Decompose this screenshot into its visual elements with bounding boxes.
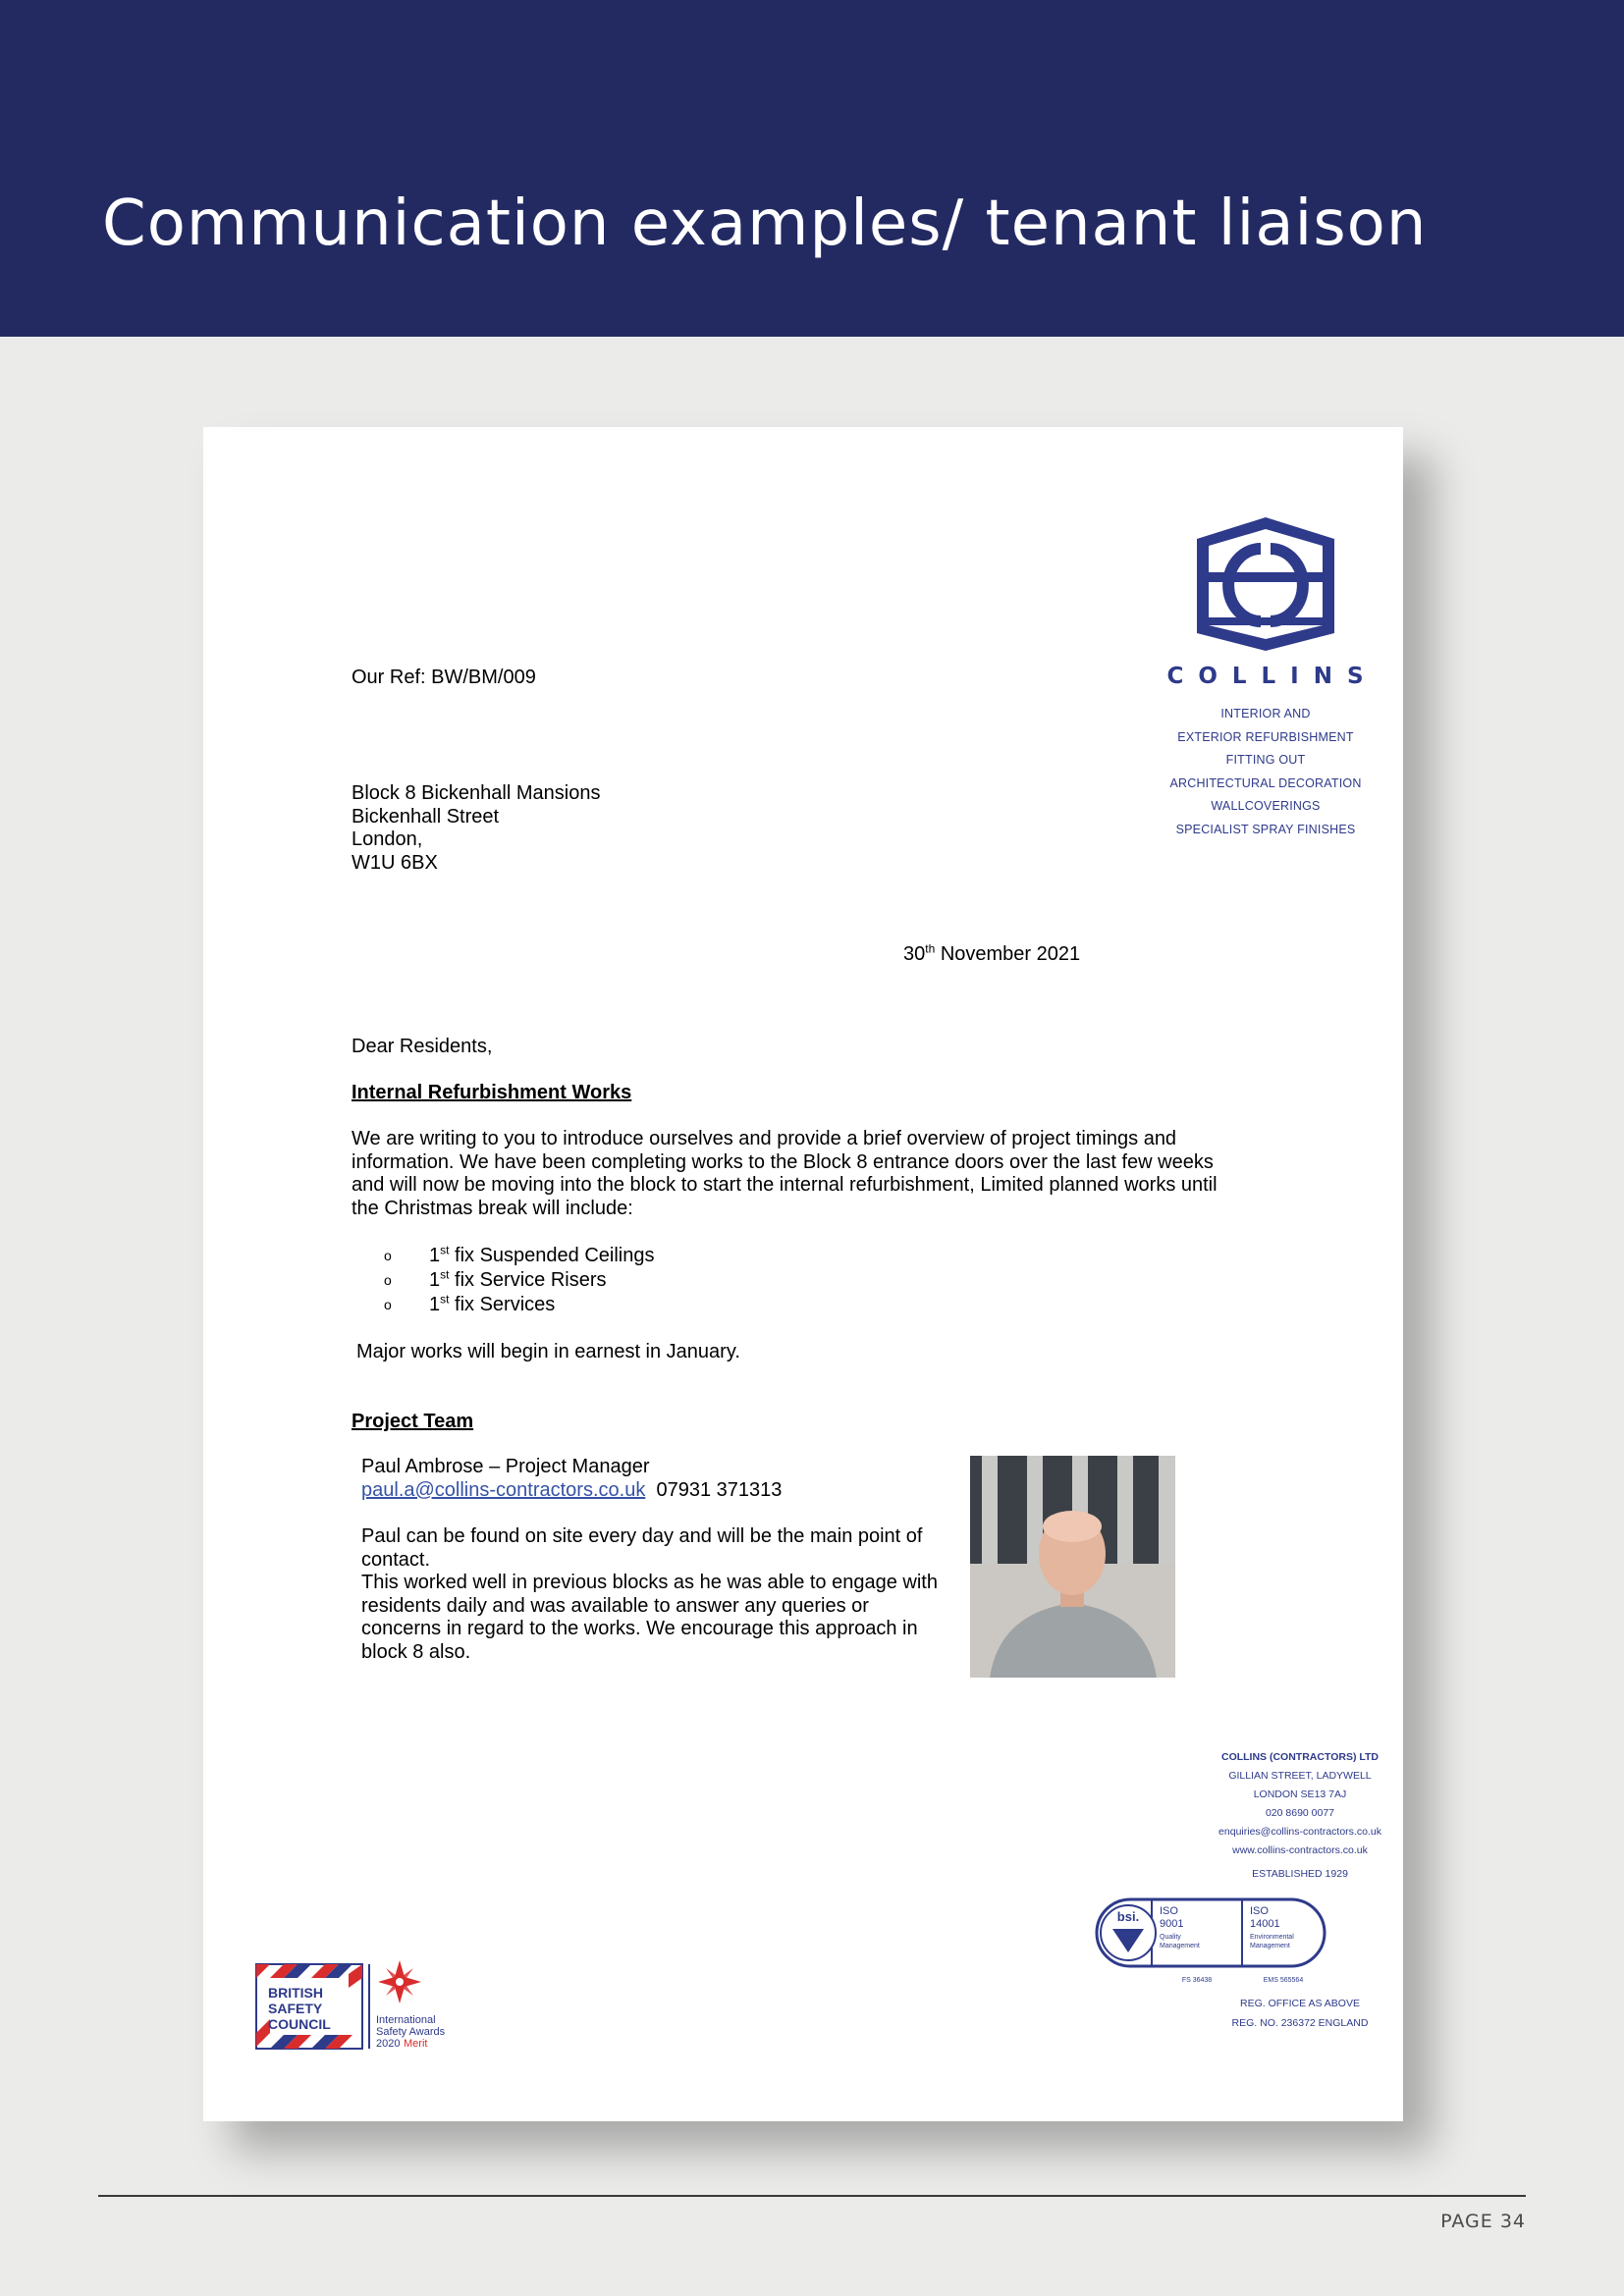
contact-email-link[interactable]: paul.a@collins-contractors.co.uk [361,1479,646,1501]
award-level: Merit [404,2038,428,2050]
list-item [384,1293,654,1317]
reg-number: REG. NO. 236372 ENGLAND [1231,2017,1369,2029]
letter-date [903,943,1080,967]
letter-sheet [203,427,1403,2121]
brand-name: COLLINS [1166,664,1379,689]
contact-name: Paul Ambrose – Project Manager [361,1456,650,1477]
company-line: www.collins-contractors.co.uk [1232,1844,1368,1856]
collins-emblem-icon [1192,515,1339,653]
company-line: enquiries@collins-contractors.co.uk [1218,1826,1381,1838]
bullet-circle-icon: o [384,1272,392,1288]
service-line: WALLCOVERINGS [1211,799,1321,813]
iso2-title: ISO [1250,1905,1269,1917]
company-line: GILLIAN STREET, LADYWELL [1228,1770,1372,1782]
section-heading-team: Project Team [352,1411,474,1432]
item-number: 1 [429,1294,441,1315]
page-number: PAGE 34 [1440,2211,1526,2232]
company-established: ESTABLISHED 1929 [1252,1868,1348,1880]
iso1-number: 9001 [1160,1918,1184,1930]
bullet-circle-icon: o [384,1248,392,1263]
page-title: Communication examples/ tenant liaison [102,187,1428,260]
bsc-line: BRITISH [268,1985,323,2001]
collins-logo [1146,515,1385,841]
date-suffix: th [925,941,936,956]
company-line: LONDON SE13 7AJ [1253,1789,1347,1800]
item-text: fix Services [449,1294,556,1315]
project-manager-photo [970,1456,1175,1678]
address-line: London, [352,828,423,850]
address-line: W1U 6BX [352,851,438,874]
item-number: 1 [429,1269,441,1291]
service-line: ARCHITECTURAL DECORATION [1169,775,1362,790]
contact-phone: 07931 371313 [656,1479,783,1501]
bullet-circle-icon: o [384,1297,392,1312]
cert-number: EMS 565564 [1263,1977,1304,1984]
works-list [384,1244,654,1317]
award-line: Safety Awards [376,2026,446,2038]
registration-details [1082,1994,1518,2033]
section-heading-works: Internal Refurbishment Works [352,1082,632,1103]
contact-line [361,1479,782,1503]
item-suffix: st [440,1292,450,1307]
contact-body-para: Paul can be found on site every day and will be the main point of contact. [361,1525,923,1571]
iso1-desc: Management [1160,1943,1200,1949]
iso1-title: ISO [1160,1905,1178,1917]
bsi-label: bsi. [1116,1909,1140,1924]
footer-divider [98,2195,1526,2197]
header-banner [0,0,1624,337]
award-year: 2020 [376,2038,401,2050]
reference: Our Ref: BW/BM/009 [352,667,536,688]
cert-number: FS 36438 [1181,1977,1213,1984]
iso2-desc: Environmental [1250,1934,1294,1941]
list-item [384,1268,654,1293]
service-line: SPECIALIST SPRAY FINISHES [1175,822,1356,836]
major-works-note: Major works will begin in earnest in January. [356,1341,740,1362]
item-text: fix Service Risers [449,1269,607,1291]
contact-body [361,1525,950,1664]
salutation: Dear Residents, [352,1036,493,1057]
bsc-line: SAFETY [268,2001,323,2016]
item-text: fix Suspended Ceilings [449,1245,655,1266]
item-suffix: st [440,1243,450,1257]
iso1-desc: Quality [1160,1934,1181,1941]
reg-office: REG. OFFICE AS ABOVE [1240,1998,1360,2009]
compass-star-icon [378,1960,421,2003]
bsc-line: COUNCIL [268,2016,331,2032]
service-line: FITTING OUT [1225,753,1306,767]
british-safety-council-logo [254,1954,470,2053]
item-suffix: st [440,1267,450,1282]
award-line: International [376,2014,436,2026]
date-day: 30 [903,943,926,965]
iso-certification-badge [1095,1897,1326,1986]
address-line: Block 8 Bickenhall Mansions [352,782,601,804]
company-details [1082,1748,1518,1884]
company-name: COLLINS (CONTRACTORS) LTD [1220,1751,1379,1763]
iso2-number: 14001 [1250,1918,1280,1930]
iso2-desc: Management [1250,1943,1290,1949]
service-line: EXTERIOR REFURBISHMENT [1177,729,1354,744]
date-rest: November 2021 [935,943,1081,965]
service-line: INTERIOR AND [1220,707,1311,721]
intro-paragraph: We are writing to you to introduce ourselves and provide a brief overview of project timings and information. We have been completing works to the Block 8 entrance doors over the last few weeks and will now be moving into the block to start the internal refurbishment, Limited planned works until the Christmas break will include: [352,1128,1218,1219]
brand-services [1146,703,1385,841]
item-number: 1 [429,1245,441,1266]
list-item [384,1244,654,1268]
recipient-address [352,782,600,875]
contact-body-para: This worked well in previous blocks as he was able to engage with residents daily and was available to answer any queries or concerns in regard to the works. We encourage this approach in block 8 also. [361,1572,938,1663]
company-line: 020 8690 0077 [1265,1807,1335,1819]
address-line: Bickenhall Street [352,805,500,828]
